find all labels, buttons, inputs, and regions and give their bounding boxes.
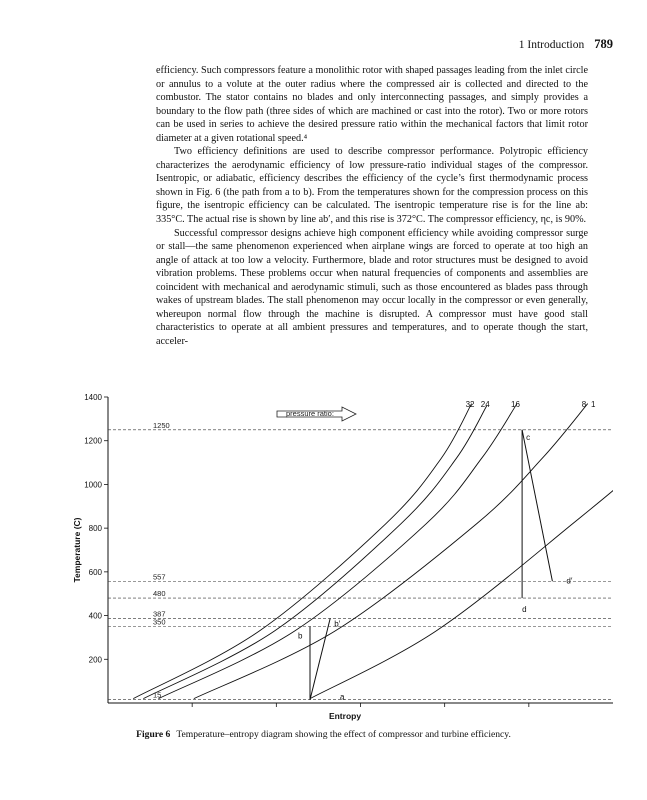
isobar-label: 24 <box>480 400 490 409</box>
state-point-label: d′ <box>566 576 573 586</box>
paragraph-1: efficiency. Such compressors feature a monolithic rotor with shaped passages leading from the inlet circle or annulus to a volute at the outer radius where the compressed air is collected and directed to the combustor. The stator contains no blades and only interconnecting passages, and simply provides a boundary to the flow path (three sides of which are machined or cast into the rotor). Two or more rotors can be used in series to achieve the desired pressure ratio within the mechanical factors that limit rotor diameter at a given rotational speed.⁴ <box>156 65 588 144</box>
y-tick-label: 200 <box>88 655 102 665</box>
state-point-label: b′ <box>334 619 341 629</box>
y-axis-label: Temperature (C) <box>72 517 82 583</box>
process-line <box>310 618 330 699</box>
caption-text: Temperature–entropy diagram showing the effect of compressor and turbine efficiency. <box>176 729 511 740</box>
state-point-label: a <box>340 692 345 702</box>
pressure-ratio-label: pressure ratio: <box>286 409 334 418</box>
reference-label: 1250 <box>153 420 170 430</box>
y-tick-label: 400 <box>88 611 102 621</box>
isobar-1 <box>310 404 647 699</box>
x-axis-label: Entropy <box>328 711 362 721</box>
isobar-24 <box>143 406 486 699</box>
caption-label: Figure 6 <box>136 729 171 740</box>
section-title: 1 Introduction <box>518 39 585 51</box>
reference-label: 15 <box>153 690 162 700</box>
isobar-label: 16 <box>511 400 520 409</box>
reference-label: 387 <box>153 609 166 619</box>
y-tick-label: 1400 <box>84 393 102 402</box>
reference-label: 557 <box>153 572 166 582</box>
state-point-label: b <box>298 631 303 641</box>
running-header <box>519 37 613 52</box>
figure-6 <box>0 382 647 722</box>
y-tick-label: 1200 <box>84 436 102 446</box>
paragraph-3: Successful compressor designs achieve high component efficiency while avoiding compressor surge or stall—the same phenomenon experienced when airplane wings are forced to operate at too high an angle of attack at too low a velocity. Furthermore, blade and rotor structures must be designed to avoid vibration problems. These problems occur when natural frequencies of components and assemblies are coincident with mechanical and aerodynamic stimuli, such as those encountered as blades pass through wakes of upstream blades. The stall phenomenon may occur locally in the compressor or even generally, whereupon normal flow through the machine is disrupted. A compressor must have good stall characteristics to operate at all ambient pressures and temperatures, and to operate though the start, acceler- <box>156 227 588 347</box>
pressure-ratio-callout <box>277 407 356 421</box>
figure-caption <box>0 729 647 740</box>
state-point-label: d <box>522 605 527 615</box>
y-tick-label: 800 <box>88 524 102 534</box>
y-tick-label: 1000 <box>84 480 102 490</box>
paragraph-2: Two efficiency definitions are used to describe compressor performance. Polytropic efficiency characterizes the aerodynamic efficiency of low pressure-ratio individual stages of the compressor. Isentropic, or adiabatic, efficiency describes the efficiency of the cycle’s first thermodynamic process shown in Fig. 6 (the path from a to b). From the temperatures shown for the compression process on this figure, the isentropic efficiency can be calculated. The isentropic temperature rise is for the line ab: 335°C. The actual rise is shown by line ab′, and this rise is 372°C. The compressor efficiency, ηc, is 90%. <box>156 146 588 226</box>
page-number: 789 <box>594 37 613 51</box>
state-point-label: c <box>526 432 531 442</box>
isobar-label: 32 <box>465 400 475 409</box>
reference-label: 350 <box>153 617 166 627</box>
y-tick-label: 600 <box>88 567 102 577</box>
isobar-32 <box>133 404 471 699</box>
isobar-label: 1 <box>591 400 596 409</box>
isobar-label: 8 <box>581 400 587 409</box>
body-text <box>156 64 588 348</box>
ts-diagram <box>0 382 647 722</box>
reference-label: 480 <box>153 589 166 599</box>
